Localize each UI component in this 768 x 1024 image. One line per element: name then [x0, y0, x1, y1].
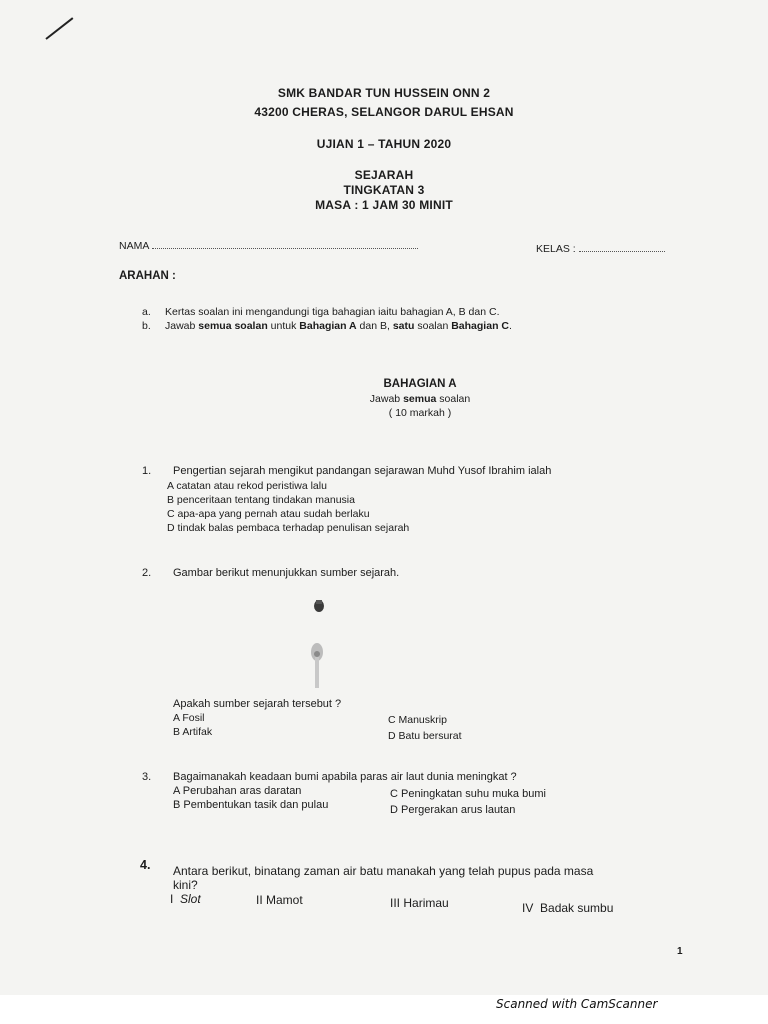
question-4-text: Antara berikut, binatang zaman air batu manakah yang telah pupus pada masa — [173, 864, 594, 878]
school-address: 43200 CHERAS, SELANGOR DARUL EHSAN — [254, 105, 514, 119]
question-2-option-b: B Artifak — [173, 726, 213, 738]
question-4-choice-3 — [390, 896, 449, 910]
choice-label: Slot — [180, 892, 201, 906]
question-4-choice-2 — [256, 893, 303, 907]
question-2-text: Gambar berikut menunjukkan sumber sejarah. — [173, 567, 400, 579]
instruction-b — [165, 320, 512, 332]
question-1-option-d: D tindak balas pembaca terhadap penulisan sejarah — [167, 522, 410, 534]
school-name: SMK BANDAR TUN HUSSEIN ONN 2 — [277, 86, 491, 100]
instructions-title: ARAHAN : — [119, 270, 176, 282]
question-1-number: 1. — [142, 465, 152, 477]
form-title: TINGKATAN 3 — [343, 183, 425, 197]
question-1-text: Pengertian sejarah mengikut pandangan sejarawan Muhd Yusof Ibrahim ialah — [173, 465, 552, 477]
section-subtitle-text: Jawab — [369, 393, 404, 405]
choice-numeral: II — [256, 893, 263, 907]
question-4-choice-1 — [170, 892, 201, 906]
artifact-image — [300, 592, 340, 702]
instruction-b-text: . — [508, 320, 512, 332]
instruction-b-bold: satu — [392, 320, 415, 332]
exam-title: UJIAN 1 – TAHUN 2020 — [316, 137, 452, 151]
instruction-b-marker: b. — [142, 320, 151, 332]
page-number: 1 — [677, 946, 683, 957]
name-field[interactable] — [119, 240, 418, 252]
section-subtitle-text: soalan — [436, 393, 471, 405]
class-line[interactable] — [579, 243, 665, 252]
question-2-number: 2. — [142, 567, 152, 579]
question-3-option-d: D Pergerakan arus lautan — [390, 804, 516, 816]
question-3-text: Bagaimanakah keadaan bumi apabila paras air laut dunia meningkat ? — [173, 771, 517, 783]
question-1-option-b: B penceritaan tentang tindakan manusia — [167, 494, 355, 506]
section-subtitle — [310, 393, 530, 405]
question-2-followup: Apakah sumber sejarah tersebut ? — [173, 698, 342, 710]
question-3-option-c: C Peningkatan suhu muka bumi — [390, 788, 546, 800]
choice-numeral: I — [170, 892, 174, 906]
name-line[interactable] — [152, 240, 418, 249]
question-4-number: 4. — [140, 858, 151, 872]
question-3-option-a: A Perubahan aras daratan — [173, 785, 302, 797]
question-3-option-b: B Pembentukan tasik dan pulau — [173, 799, 329, 811]
section-subtitle-bold: semua — [403, 393, 437, 405]
instruction-b-bold: semua soalan — [198, 320, 268, 332]
question-2-option-d: D Batu bersurat — [388, 730, 462, 742]
instruction-b-text: dan B, — [356, 320, 393, 332]
question-2-option-c: C Manuskrip — [388, 714, 447, 726]
choice-numeral: IV — [522, 901, 534, 915]
instruction-b-text: untuk — [267, 320, 300, 332]
instruction-b-text: soalan — [414, 320, 452, 332]
choice-label: Mamot — [266, 893, 303, 907]
pen-mark — [45, 17, 73, 40]
question-1-option-a: A catatan atau rekod peristiwa lalu — [167, 480, 327, 492]
question-4-choice-4 — [522, 901, 613, 915]
choice-label: Badak sumbu — [540, 901, 614, 915]
duration-title: MASA : 1 JAM 30 MINIT — [315, 198, 453, 212]
instruction-b-bold: Bahagian A — [299, 320, 357, 332]
choice-numeral: III — [390, 896, 401, 910]
subject-title: SEJARAH — [354, 168, 414, 182]
question-2-option-a: A Fosil — [173, 712, 205, 724]
scanner-credit: Scanned with CamScanner — [496, 997, 658, 1011]
instruction-a: Kertas soalan ini mengandungi tiga bahagian iaitu bahagian A, B dan C. — [165, 306, 500, 318]
class-label: KELAS : — [536, 243, 576, 255]
section-title: BAHAGIAN A — [383, 378, 457, 390]
question-4-text-cont: kini? — [173, 878, 198, 892]
class-field[interactable] — [536, 243, 665, 255]
question-3-number: 3. — [142, 771, 152, 783]
instruction-b-bold: Bahagian C — [451, 320, 509, 332]
question-1-option-c: C apa-apa yang pernah atau sudah berlaku — [167, 508, 370, 520]
section-marks: ( 10 markah ) — [388, 407, 452, 419]
instruction-b-text: Jawab — [165, 320, 199, 332]
instruction-a-marker: a. — [142, 306, 151, 318]
name-label: NAMA — [119, 240, 149, 252]
choice-label: Harimau — [403, 896, 449, 910]
